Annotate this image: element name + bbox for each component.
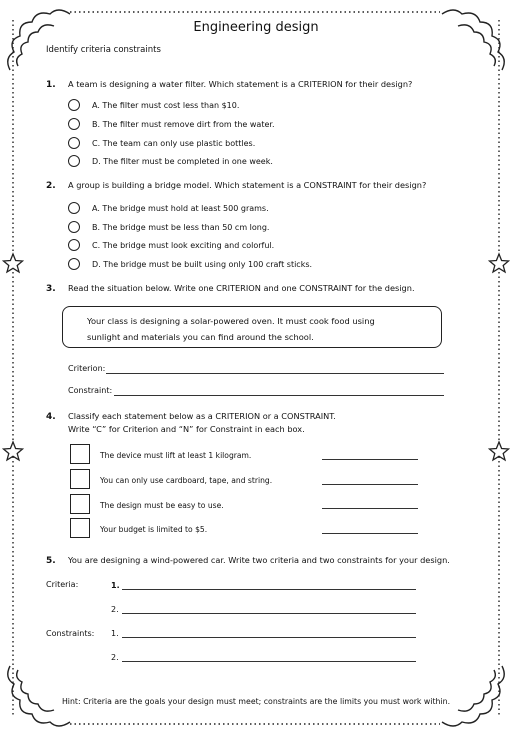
radio-button[interactable] [68, 221, 80, 233]
classify-line-3[interactable] [322, 508, 418, 509]
classify-statement-2: You can only use cardboard, tape, and string. [100, 476, 273, 485]
classify-box-4[interactable] [70, 518, 90, 538]
constraints-line-1[interactable] [122, 637, 416, 638]
hint-text: Hint: Criteria are the goals your design must meet; constraints are the limits you must work within. [61, 697, 451, 706]
scallop-top-left [8, 10, 70, 70]
star-icon [4, 254, 23, 272]
option-label: C. The team can only use plastic bottles. [92, 138, 256, 148]
radio-button[interactable] [68, 155, 80, 167]
q2-option-c[interactable] [68, 237, 274, 253]
scenario-line-1: Your class is designing a solar-powered oven. It must cook food using [87, 316, 375, 326]
q1-option-b[interactable] [68, 116, 274, 132]
classify-statement-1: The device must lift at least 1 kilogram. [100, 451, 252, 460]
classify-statement-4: Your budget is limited to $5. [100, 525, 208, 534]
q1-option-c[interactable] [68, 135, 255, 151]
constraints-line-2[interactable] [122, 661, 416, 662]
criterion-label: Criterion: [68, 364, 106, 373]
q2-option-a[interactable] [68, 200, 269, 216]
classify-box-2[interactable] [70, 469, 90, 489]
criterion-answer-line[interactable] [106, 373, 444, 374]
question-3-number: 3. [46, 284, 56, 294]
scenario-line-2: sunlight and materials you can find around the school. [87, 332, 314, 342]
page-title: Engineering design [193, 20, 319, 35]
radio-button[interactable] [68, 258, 80, 270]
criteria-line-2[interactable] [122, 613, 416, 614]
constraints-number-2: 2. [111, 653, 119, 662]
question-4-text [68, 410, 468, 436]
constraints-label: Constraints: [46, 629, 95, 638]
question-1-text: A team is designing a water filter. Which statement is a CRITERION for their design? [68, 79, 413, 89]
radio-button[interactable] [68, 99, 80, 111]
radio-button[interactable] [68, 239, 80, 251]
radio-button[interactable] [68, 137, 80, 149]
criteria-line-1[interactable] [122, 589, 416, 590]
scenario-box [62, 306, 442, 348]
criteria-number-2: 2. [111, 605, 119, 614]
classify-box-1[interactable] [70, 444, 90, 464]
question-1-number: 1. [46, 80, 56, 90]
option-label: B. The filter must remove dirt from the water. [92, 119, 275, 129]
radio-button[interactable] [68, 118, 80, 130]
question-4-line-2: Write “C” for Criterion and “N” for Constraint in each box. [68, 424, 305, 434]
question-2-number: 2. [46, 181, 56, 191]
criteria-number-1: 1. [111, 581, 120, 590]
question-3-text: Read the situation below. Write one CRITERION and one CONSTRAINT for the design. [68, 283, 415, 293]
constraints-number-1: 1. [111, 629, 119, 638]
q2-option-d[interactable] [68, 256, 312, 272]
option-label: C. The bridge must look exciting and colorful. [92, 240, 275, 250]
classify-line-1[interactable] [322, 459, 418, 460]
option-label: D. The filter must be completed in one week. [92, 156, 273, 166]
constraint-answer-line[interactable] [114, 395, 444, 396]
question-2-text: A group is building a bridge model. Which statement is a CONSTRAINT for their design? [68, 180, 427, 190]
option-label: A. The bridge must hold at least 500 grams. [92, 203, 269, 213]
option-label: B. The bridge must be less than 50 cm long. [92, 222, 270, 232]
scallop-top-right [442, 10, 504, 70]
option-label: A. The filter must cost less than $10. [92, 100, 240, 110]
question-5-number: 5. [46, 556, 56, 566]
page-subtitle: Identify criteria constraints [46, 45, 161, 55]
q1-option-d[interactable] [68, 153, 273, 169]
q2-option-b[interactable] [68, 219, 269, 235]
scallop-bottom-right [442, 666, 504, 726]
question-4-line-1: Classify each statement below as a CRITERION or a CONSTRAINT. [68, 411, 336, 421]
classify-box-3[interactable] [70, 494, 90, 514]
q1-option-a[interactable] [68, 97, 239, 113]
constraint-label: Constraint: [68, 386, 113, 395]
criteria-label: Criteria: [46, 580, 79, 589]
classify-line-4[interactable] [322, 533, 418, 534]
radio-button[interactable] [68, 202, 80, 214]
option-label: D. The bridge must be built using only 100 craft sticks. [92, 259, 313, 269]
scallop-bottom-left [8, 666, 70, 726]
question-5-text: You are designing a wind-powered car. Write two criteria and two constraints for your design. [68, 555, 450, 565]
classify-line-2[interactable] [322, 484, 418, 485]
question-4-number: 4. [46, 412, 56, 422]
star-icon [490, 254, 509, 272]
classify-statement-3: The design must be easy to use. [100, 501, 224, 510]
